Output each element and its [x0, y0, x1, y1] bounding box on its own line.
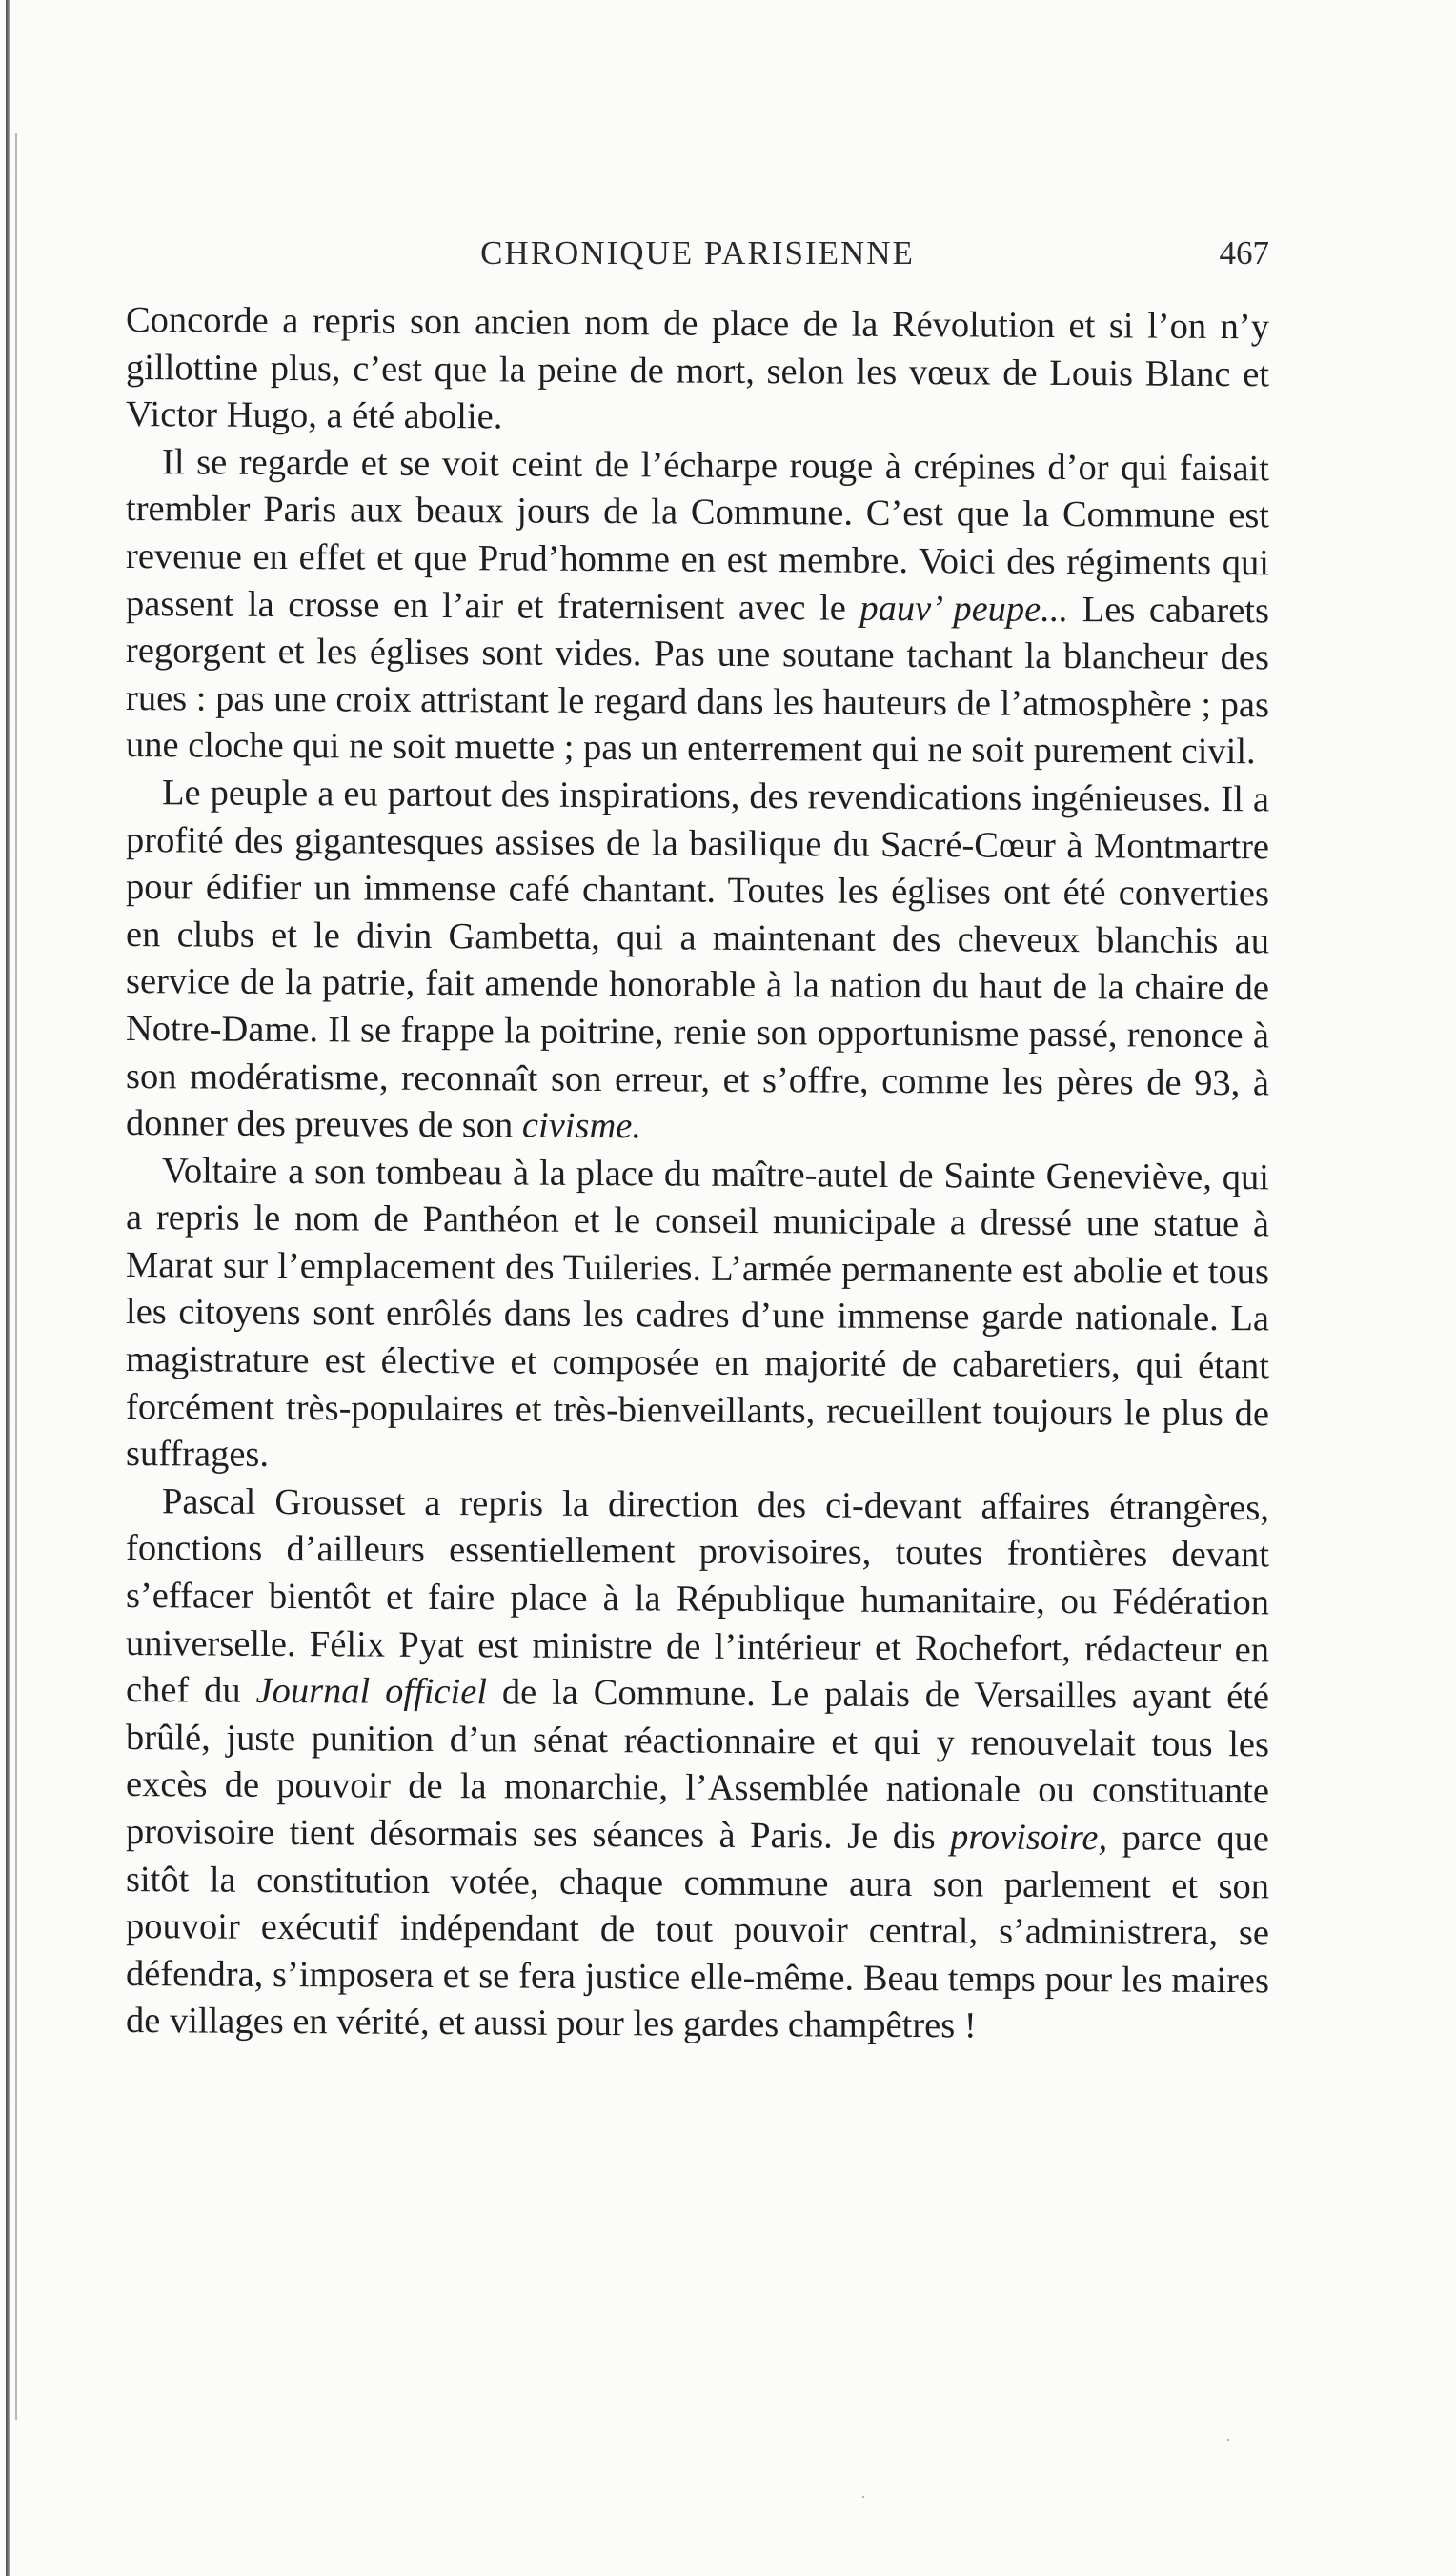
paper-speck [862, 2496, 864, 2498]
text-segment: Le peuple a eu partout des inspirations, des revendications ingénieuses. Il a profité des gigantesques assises de la basilique du Sacré-Cœur à Montmartre pour édifier un immense café chantant. Toutes les églises ont été converties en clubs et le divin Gambetta, qui a maintenant des cheveux blanchis au service de la patrie, fait amende honorable à la nation du haut de la chaire de Notre-Dame. Il se frappe la poitrine, renie son opportunisme passé, renonce à son modératisme, reconnaît son erreur, et s’offre, comme les pères de 93, à donner des preuves de son [126, 773, 1269, 1146]
paragraph-2 [126, 439, 1269, 776]
text-segment: parce que sitôt la constitution votée, chaque commune aura son parlement et son pouvoir exécutif indépendant de tout pouvoir central, s’administrera, se défendra, s’imposera et se fera justice elle-même. Beau temps pour les maires de villages en vérité, et aussi pour les gardes champêtres ! [126, 1818, 1269, 2046]
text-segment: Les cabarets regorgent et les églises sont vides. Pas une soutane tachant la blancheur des rues : pas une croix attristant le regard dans les hauteurs de l’atmosphère ; pas une cloche qui ne soit muette ; pas un enterrement qui ne soit purement civil. [126, 589, 1269, 773]
text-segment: de la Commune. Le palais de Versailles ayant été brûlé, juste punition d’un sénat réactionnaire et qui y renouvelait tous les excès de pouvoir de la monarchie, l’Assemblée nationale ou constituante provisoire tient désormais ses séances à Paris. Je dis [126, 1672, 1269, 1858]
paragraph-5 [126, 1479, 1269, 2052]
paragraph-1 [126, 297, 1269, 446]
italic-segment: Journal officiel [255, 1671, 488, 1713]
paper-speck [1227, 2439, 1229, 2441]
paragraph-3 [126, 770, 1269, 1155]
running-title: CHRONIQUE PARISIENNE [480, 234, 915, 272]
text-segment: Pascal Grousset a repris la direction des ci-devant affaires étrangères, fonctions d’ailleurs essentiellement provisoires, toutes frontières devant s’effacer bientôt et faire place à la République humanitaire, ou Fédération universelle. Félix Pyat est ministre de l’intérieur et Rochefort, rédacteur en chef du [126, 1481, 1269, 1712]
text-segment: Concorde a repris son ancien nom de place de la Révolution et si l’on n’y gillottine plus, c’est que la peine de mort, selon les vœux de Louis Blanc et Victor Hugo, a été abolie. [126, 300, 1269, 437]
page-edge-line [15, 133, 17, 2420]
page-edge-shadow [6, 0, 10, 2576]
page-number: 467 [1219, 234, 1269, 272]
text-segment: Il se regarde et se voit ceint de l’écharpe rouge à crépines d’or qui faisait trembler Paris aux beaux jours de la Commune. C’est que la Commune est revenue en effet et que Prud’homme en est membre. Voici des régiments qui passent la crosse en l’air et fraternisent avec le [126, 442, 1269, 629]
text-segment: Voltaire a son tombeau à la place du maître-autel de Sainte Geneviève, qui a repris le nom de Panthéon et le conseil municipale a dressé une statue à Marat sur l’emplacement des Tuileries. L’armée permanente est abolie et tous les citoyens sont enrôlés dans les cadres d’une immense garde nationale. La magistrature est élective et composée en majorité de cabaretiers, qui étant forcément très-populaires et très-bienveillants, recueillent toujours le plus de suffrages. [126, 1150, 1269, 1476]
italic-segment: civisme. [521, 1105, 641, 1147]
italic-segment: provisoire, [950, 1817, 1108, 1859]
running-header [126, 234, 1269, 282]
body-text [126, 297, 1269, 2052]
paragraph-4 [126, 1148, 1269, 1485]
italic-segment: pauv’ peupe... [859, 588, 1069, 630]
